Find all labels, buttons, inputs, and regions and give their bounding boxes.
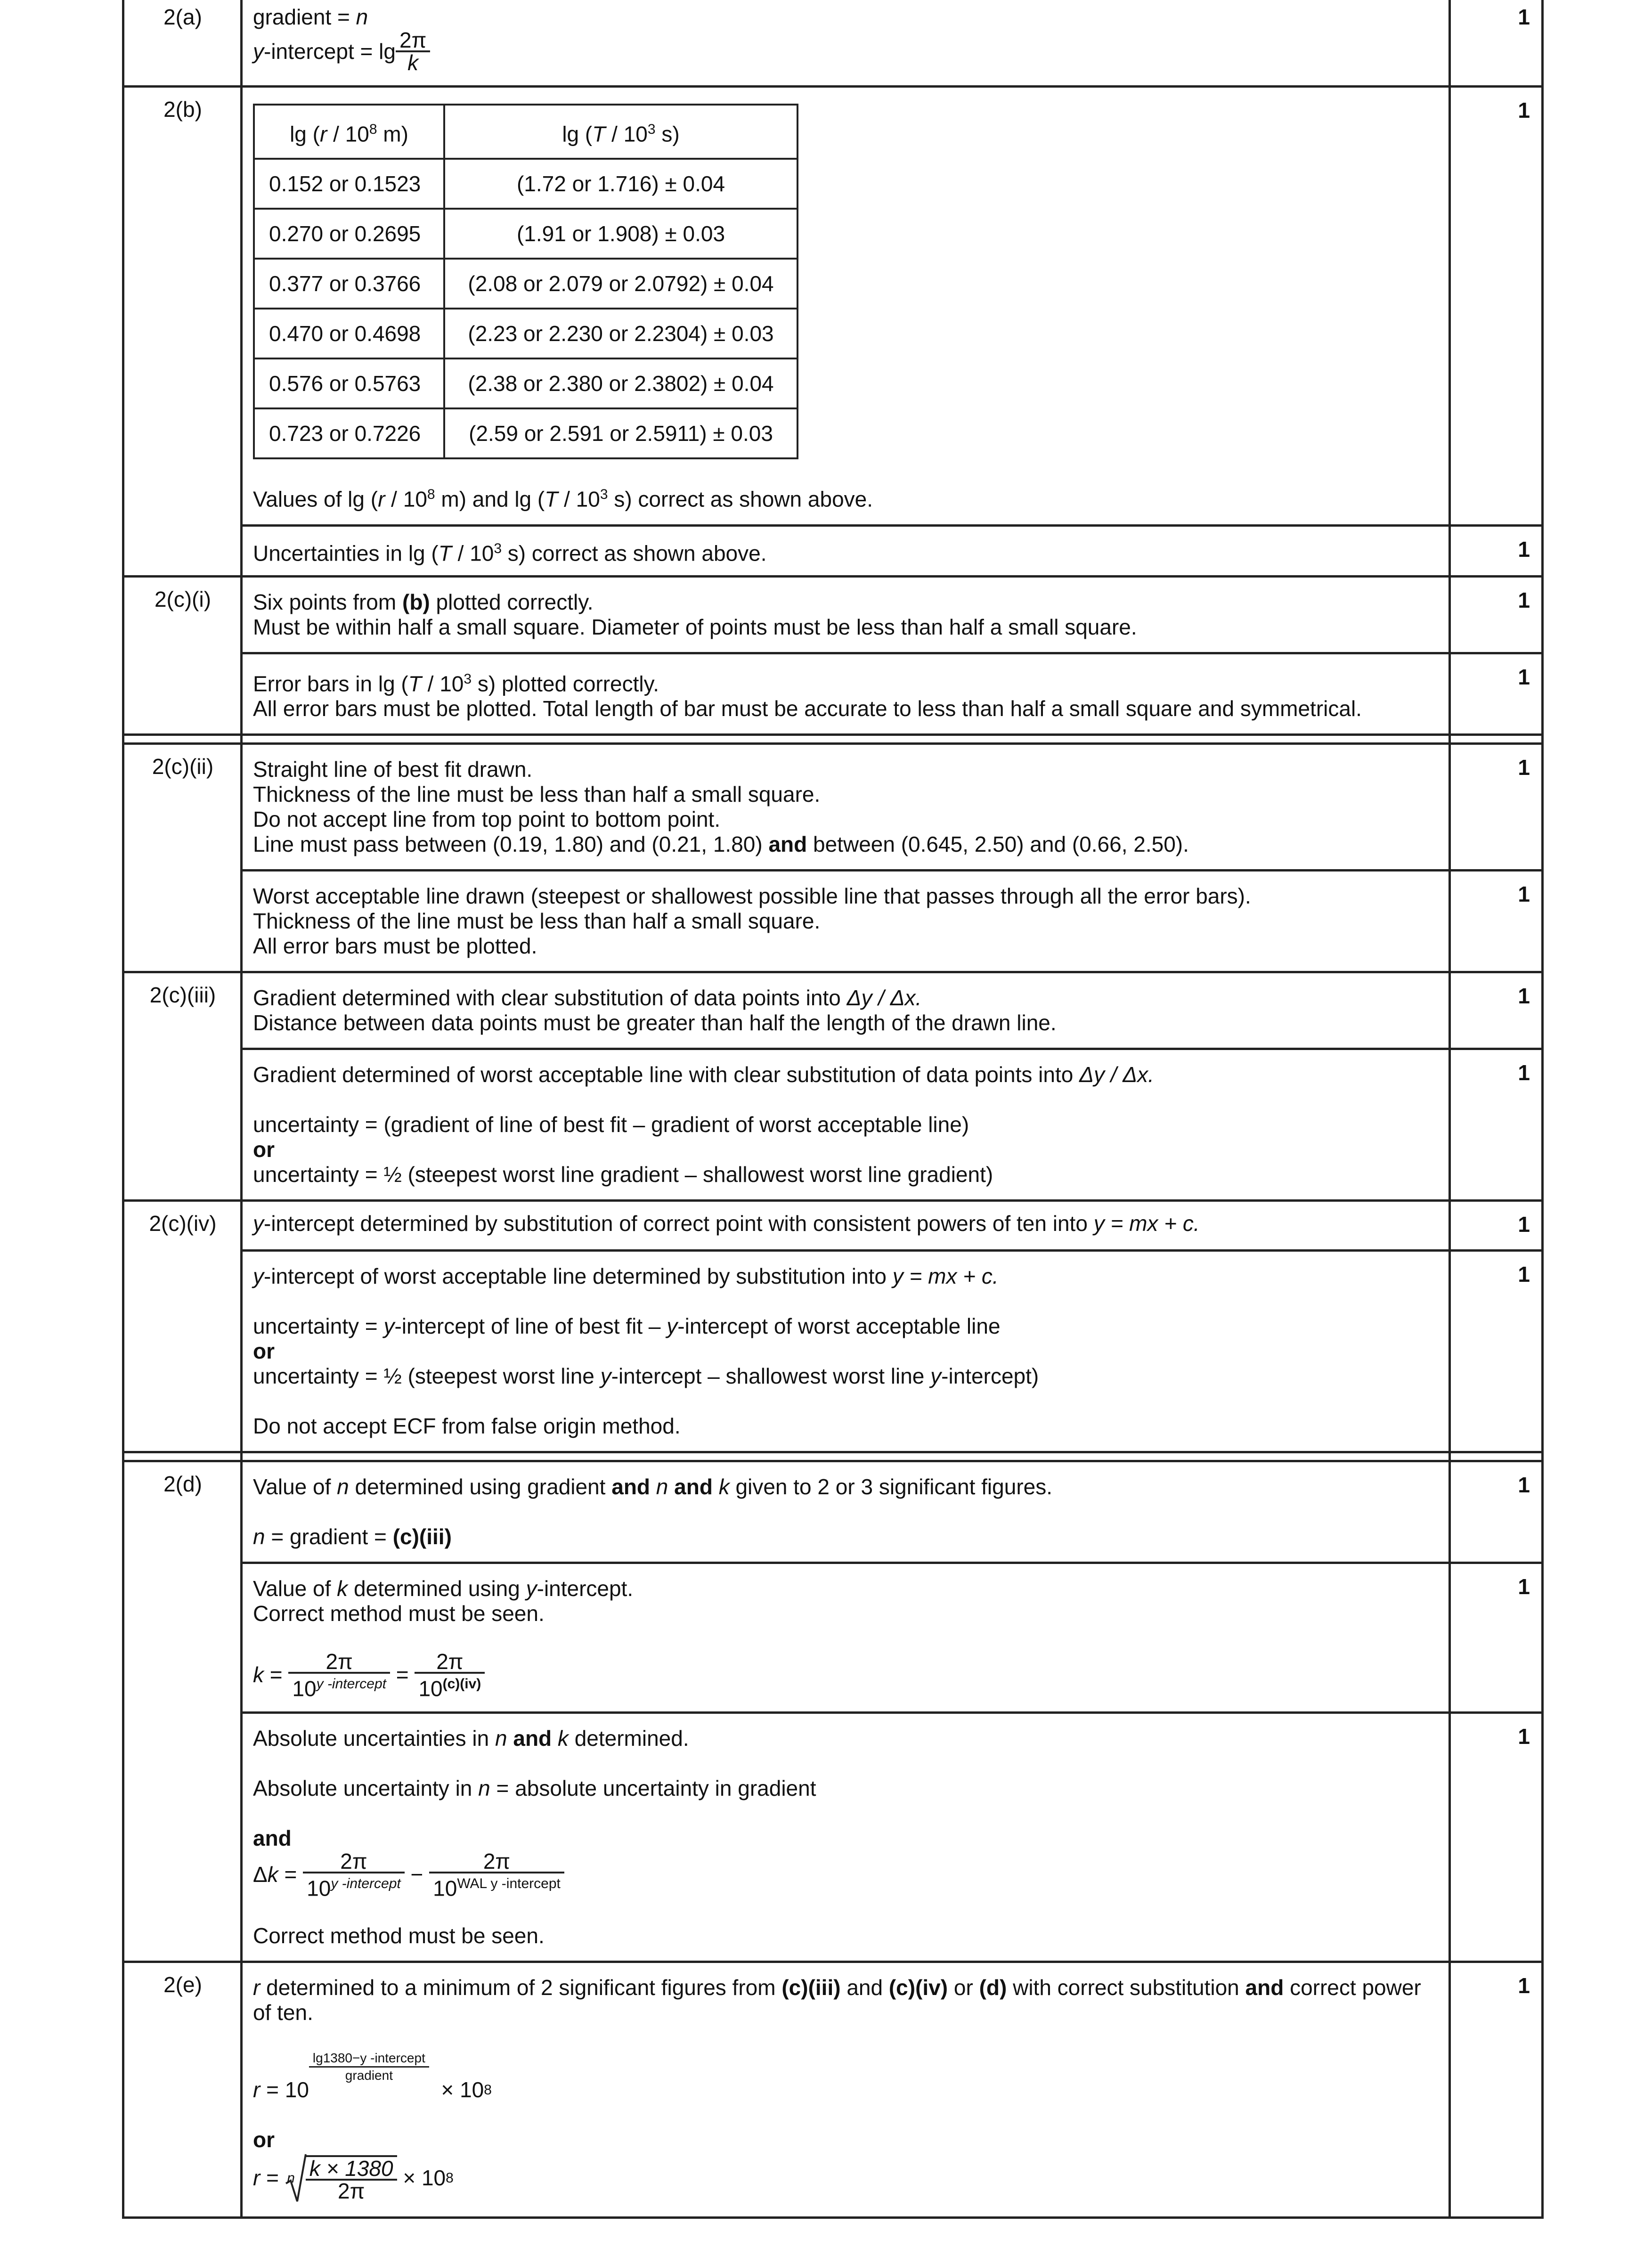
answer-cell: Straight line of best fit drawn. Thickness of the line must be less than half a small square. Do not accept line from top point to bottom point. Line must pass between (0.19, 1.80) and (0.21, 1.80) and between (0.645, 2.50) and (0.66, 2.50). <box>242 744 1450 871</box>
table-row: 0.723 or 0.7226 (2.59 or 2.591 or 2.5911) ± 0.03 <box>254 408 798 458</box>
marks: 1 <box>1450 1461 1543 1563</box>
root-index: n <box>287 2170 295 2186</box>
fraction: $\frac{2\pi}{10^{(c)(iv)}}$ <box>415 1651 485 1699</box>
table-row: 0.152 or 0.1523 (1.72 or 1.716) ± 0.04 <box>254 159 798 209</box>
answer-cell: Error bars in $\lg (T / 10^3$ s) plotted correctly. All error bars must be plotted. Total length of bar must be accurate to less than half a small square and symmetrical. <box>242 653 1450 734</box>
marks: 1 <box>1450 972 1543 1049</box>
equation: y -intercept = lg $\frac{2\pi}{k}$ <box>253 30 1439 73</box>
equation: r = $\frac{k \times 1380}{2\pi}$ × 10 8 <box>253 2152 1439 2204</box>
marks: 1 <box>1450 0 1543 87</box>
mark-scheme-table <box>122 0 1544 2219</box>
marks: 1 <box>1450 87 1543 526</box>
fraction: $\frac{2\pi}{10^{y -intercept}}$ <box>303 1851 405 1898</box>
data-table <box>253 104 798 459</box>
marks: 1 <box>1450 576 1543 653</box>
question-number: 2(e) <box>123 1962 242 2217</box>
question-number: 2(a) <box>123 0 242 87</box>
answer-cell: Gradient determined of worst acceptable line with clear substitution of data points into Δy / Δx. uncertainty = (gradient of line of best fit – gradient of worst acceptable line) or uncertainty = ½ (steepest worst line gradient – shallowest worst line gradient) <box>242 1049 1450 1201</box>
answer-cell: Gradient determined with clear substitution of data points into Δy / Δx. Distance between data points must be greater than half the length of the drawn line. <box>242 972 1450 1049</box>
answer-cell: r determined to a minimum of 2 significant figures from (c)(iii) and (c)(iv) or (d) with correct substitution and correct power of ten. r = 10 $\frac{\text{lg1380−y -intercept}}{\text{gradient}}$ × 10 8 or r = $\frac{k \times 1380}{2\pi}$ × 10 8 n <box>242 1962 1450 2217</box>
marks: 1 <box>1450 1962 1543 2217</box>
equation: r = 10 $\frac{\text{lg1380−y -intercept}}{\text{gradient}}$ × 10 8 <box>253 2050 492 2102</box>
fraction: $\frac{2\pi}{10^{WAL y -intercept}}$ <box>429 1851 564 1898</box>
question-number: 2(c)(iii) <box>123 972 242 1201</box>
marks: 1 <box>1450 1251 1543 1452</box>
marks: 1 <box>1450 1563 1543 1712</box>
marks: 1 <box>1450 525 1543 576</box>
spacer-row <box>123 1452 1543 1461</box>
marks: 1 <box>1450 1201 1543 1251</box>
answer-cell: Six points from (b) plotted correctly. Must be within half a small square. Diameter of points must be less than half a small square. <box>242 576 1450 653</box>
answer-cell: Worst acceptable line drawn (steepest or shallowest possible line that passes through all the error bars). Thickness of the line must be less than half a small square. All error bars must be plotted. <box>242 871 1450 972</box>
question-number: 2(b) <box>123 87 242 577</box>
answer-cell: Absolute uncertainties in n and k determined. Absolute uncertainty in n = absolute uncertainty in gradient and Δ k = $\frac{2\pi}{10^{y -intercept}}$ − $\frac{2\pi}{10^{WAL y -intercept}}$ Correct method must be seen. <box>242 1712 1450 1962</box>
table-header: $\lg (r / 10^8$ m) $\lg (T / 10^3$ s) <box>254 105 798 159</box>
equation: n = gradient = (c)(iii) <box>253 1524 452 1549</box>
marks: 1 <box>1450 1049 1543 1201</box>
marks: 1 <box>1450 1712 1543 1962</box>
answer-line: Uncertainties in $\lg (T / 10^3$ s) correct as shown above. <box>253 540 767 565</box>
fraction: $\frac{2\pi}{10^{y -intercept}}$ <box>288 1651 390 1699</box>
question-number: 2(c)(ii) <box>123 744 242 972</box>
table-row: 0.470 or 0.4698 (2.23 or 2.230 or 2.2304) ± 0.03 <box>254 309 798 358</box>
equation: Δ k = $\frac{2\pi}{10^{y -intercept}}$ − $\frac{2\pi}{10^{WAL y -intercept}}$ <box>253 1851 1439 1898</box>
answer-cell <box>242 87 1450 526</box>
answer-line: Values of $\lg (r / 10^8$ m) and $\lg (T / 10^3$ s) correct as shown above. <box>253 487 873 512</box>
answer-cell: Value of k determined using y-intercept. Correct method must be seen. k = $\frac{2\pi}{10^{y -intercept}}$ = $\frac{2\pi}{10^{(c)(iv)}}$ <box>242 1563 1450 1712</box>
question-number: 2(c)(iv) <box>123 1201 242 1452</box>
fraction: $\frac{2\pi}{k}$ <box>396 30 430 73</box>
equation: k = $\frac{2\pi}{10^{y -intercept}}$ = $\frac{2\pi}{10^{(c)(iv)}}$ <box>253 1651 1439 1699</box>
marks: 1 <box>1450 744 1543 871</box>
spacer-row <box>123 735 1543 744</box>
exponent-fraction: $\frac{\text{lg1380−y -intercept}}{\text{gradient}}$ <box>309 2050 429 2084</box>
marks: 1 <box>1450 653 1543 734</box>
fraction: $\frac{k \times 1380}{2\pi}$ <box>306 2155 397 2201</box>
answer-cell: y-intercept of worst acceptable line determined by substitution into y = mx + c. uncertainty = y-intercept of line of best fit – y-intercept of worst acceptable line or uncertainty = ½ (steepest worst line y-intercept – shallowest worst line y-intercept) Do not accept ECF from false origin method. <box>242 1251 1450 1452</box>
marks: 1 <box>1450 871 1543 972</box>
answer-cell <box>242 0 1450 87</box>
answer-line: gradient = n <box>253 5 368 29</box>
table-row: 0.270 or 0.2695 (1.91 or 1.908) ± 0.03 <box>254 209 798 259</box>
question-number: 2(d) <box>123 1461 242 1962</box>
answer-cell: Value of n determined using gradient and n and k given to 2 or 3 significant figures. n = gradient = (c)(iii) <box>242 1461 1450 1563</box>
answer-cell <box>242 525 1450 576</box>
question-number: 2(c)(i) <box>123 576 242 734</box>
answer-cell: y-intercept determined by substitution of correct point with consistent powers of ten into y = mx + c. <box>242 1201 1450 1251</box>
table-row: 0.576 or 0.5763 (2.38 or 2.380 or 2.3802) ± 0.04 <box>254 358 798 408</box>
table-row: 0.377 or 0.3766 (2.08 or 2.079 or 2.0792) ± 0.04 <box>254 259 798 309</box>
